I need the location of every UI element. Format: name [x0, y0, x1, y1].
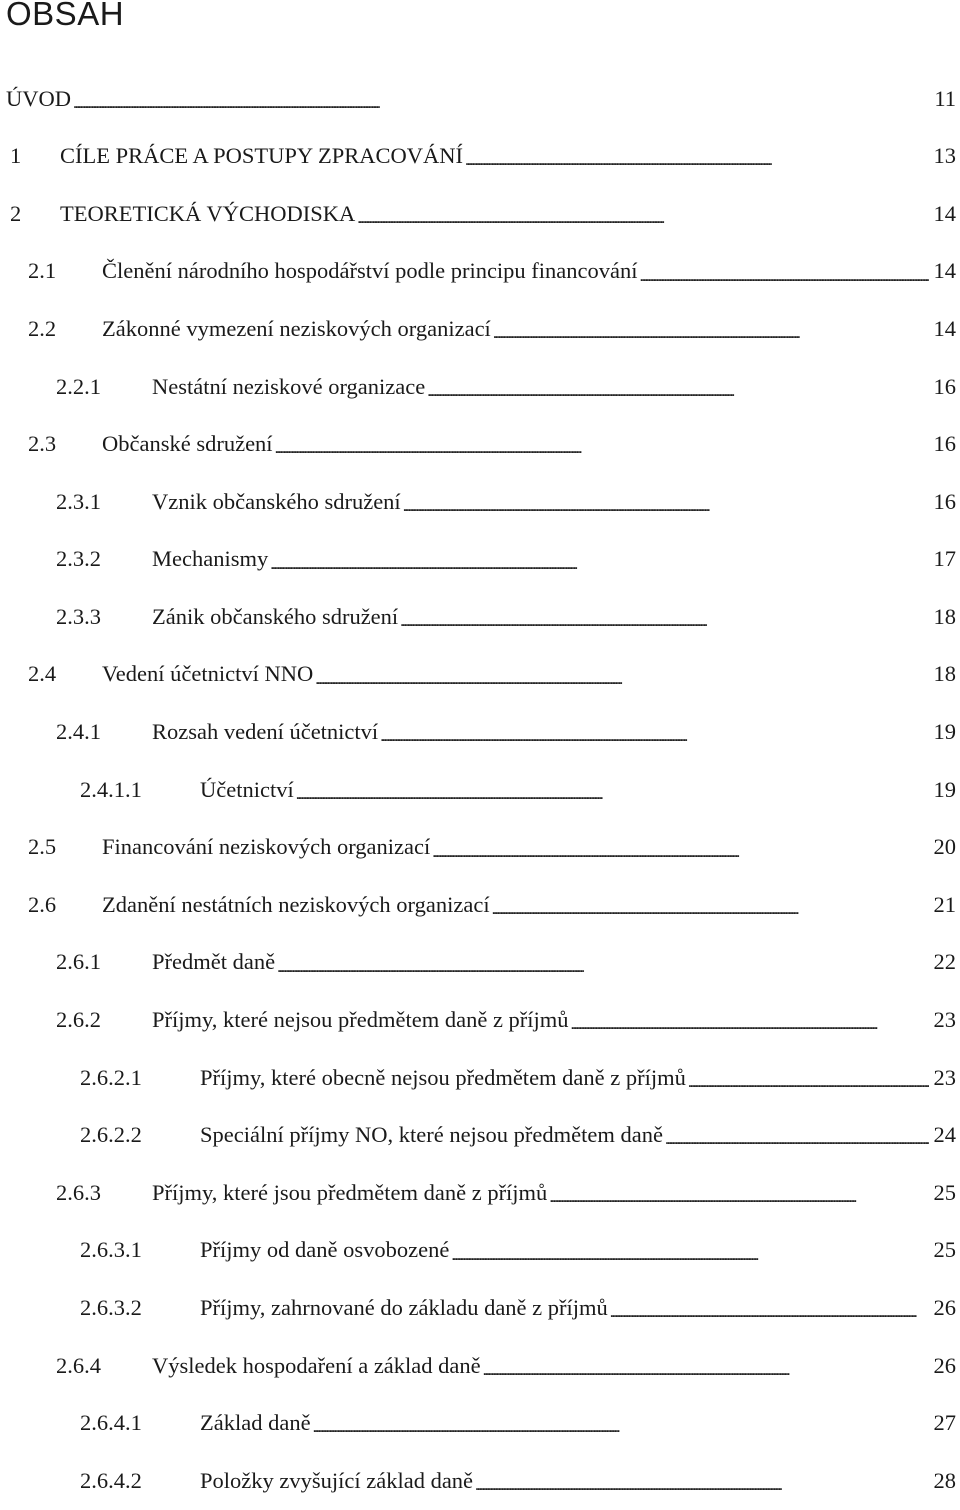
toc-dot-leader: [493, 328, 929, 340]
toc-entry-page: 14: [933, 315, 956, 341]
toc-entry[interactable]: [0, 819, 956, 877]
toc-dot-leader: [571, 1019, 929, 1031]
toc-entry-page: 26: [933, 1295, 956, 1321]
toc-entry-title: Členění národního hospodářství podle principu financování: [102, 258, 638, 284]
toc-entry-page: 25: [933, 1237, 956, 1263]
toc-entry[interactable]: [0, 1107, 956, 1165]
toc-entry-page: 19: [933, 719, 956, 745]
toc-entry-title: Příjmy, které jsou předmětem daně z příjmů: [152, 1179, 548, 1205]
toc-entry[interactable]: [0, 1395, 956, 1453]
toc-entry[interactable]: [0, 1049, 956, 1107]
toc-heading: OBSAH: [6, 0, 125, 32]
toc-dot-leader: [357, 213, 928, 225]
toc-entry-number: 2.2: [28, 315, 57, 341]
toc-entry-title: Rozsah vedení účetnictví: [152, 719, 379, 745]
toc-dot-leader: [465, 155, 929, 167]
toc-entry[interactable]: [0, 704, 956, 762]
toc-entry-number: 1: [10, 143, 22, 169]
toc-entry-page: 20: [933, 834, 956, 860]
toc-entry[interactable]: [0, 992, 956, 1050]
toc-entry-page: 18: [933, 661, 956, 687]
toc-dot-leader: [492, 904, 929, 916]
toc-entry[interactable]: [0, 646, 956, 704]
toc-entry-title: Financování neziskových organizací: [102, 834, 431, 860]
toc-entry[interactable]: [0, 531, 956, 589]
toc-entry-number: 2.3.2: [56, 546, 101, 572]
toc-entry-page: 23: [933, 1007, 956, 1033]
toc-entry-page: 13: [933, 143, 956, 169]
toc-entry-page: 19: [933, 776, 956, 802]
toc-entry-title: Mechanismy: [152, 546, 269, 572]
toc-entry[interactable]: [0, 70, 956, 128]
toc-entry-number: 2.6.3: [56, 1179, 101, 1205]
toc-dot-leader: [277, 962, 928, 974]
toc-entry-page: 16: [933, 431, 956, 457]
toc-entry-title: ÚVOD: [6, 85, 71, 111]
table-of-contents: [0, 70, 956, 1510]
toc-entry-title: Zákonné vymezení neziskových organizací: [102, 315, 491, 341]
toc-entry-number: 2.6.3.1: [80, 1237, 142, 1263]
toc-entry-title: Účetnictví: [200, 776, 294, 802]
toc-entry[interactable]: [0, 934, 956, 992]
toc-dot-leader: [400, 616, 928, 628]
toc-dot-leader: [296, 789, 929, 801]
toc-entry-page: 27: [933, 1410, 956, 1436]
toc-entry-number: 2.6.4.2: [80, 1467, 142, 1493]
toc-entry-page: 26: [933, 1352, 956, 1378]
toc-dot-leader: [475, 1480, 928, 1492]
toc-entry-page: 11: [934, 85, 956, 111]
toc-entry-title: Příjmy, které nejsou předmětem daně z příjmů: [152, 1007, 569, 1033]
toc-entry-page: 18: [933, 603, 956, 629]
toc-dot-leader: [640, 271, 929, 283]
toc-entry[interactable]: [0, 761, 956, 819]
toc-entry[interactable]: [0, 1279, 956, 1337]
toc-entry-number: 2: [10, 200, 22, 226]
toc-entry-number: 2.5: [28, 834, 57, 860]
toc-entry-title: TEORETICKÁ VÝCHODISKA: [60, 200, 356, 226]
toc-entry[interactable]: [0, 473, 956, 531]
toc-entry-page: 14: [933, 200, 956, 226]
toc-entry-number: 2.6: [28, 891, 57, 917]
toc-entry-number: 2.3.1: [56, 488, 101, 514]
toc-entry[interactable]: [0, 128, 956, 186]
toc-dot-leader: [315, 674, 928, 686]
toc-entry-number: 2.1: [28, 258, 57, 284]
toc-entry-page: 23: [933, 1064, 956, 1090]
toc-entry[interactable]: [0, 1337, 956, 1395]
toc-dot-leader: [403, 501, 929, 513]
toc-dot-leader: [275, 443, 929, 455]
toc-entry-page: 25: [933, 1179, 956, 1205]
toc-entry-number: 2.4: [28, 661, 57, 687]
toc-entry-title: Výsledek hospodaření a základ daně: [152, 1352, 481, 1378]
toc-entry[interactable]: [0, 1452, 956, 1510]
toc-dot-leader: [313, 1422, 929, 1434]
toc-entry-number: 2.2.1: [56, 373, 101, 399]
toc-entry-title: Speciální příjmy NO, které nejsou předmětem daně: [200, 1122, 663, 1148]
toc-entry-number: 2.6.2.2: [80, 1122, 142, 1148]
toc-entry-page: 21: [933, 891, 956, 917]
toc-dot-leader: [665, 1134, 929, 1146]
toc-entry[interactable]: [0, 1222, 956, 1280]
toc-entry-number: 2.3.3: [56, 603, 101, 629]
toc-entry-title: Příjmy, které obecně nejsou předmětem daně z příjmů: [200, 1064, 686, 1090]
toc-entry-page: 16: [933, 373, 956, 399]
toc-entry-number: 2.6.2: [56, 1007, 101, 1033]
toc-entry-number: 2.6.2.1: [80, 1064, 142, 1090]
toc-entry-title: Občanské sdružení: [102, 431, 273, 457]
toc-entry-title: Vedení účetnictví NNO: [102, 661, 314, 687]
toc-entry-page: 14: [933, 258, 956, 284]
toc-dot-leader: [270, 559, 928, 571]
toc-dot-leader: [451, 1250, 928, 1262]
toc-dot-leader: [610, 1307, 929, 1319]
toc-entry-title: Položky zvyšující základ daně: [200, 1467, 474, 1493]
toc-entry-page: 16: [933, 488, 956, 514]
toc-entry[interactable]: [0, 300, 956, 358]
toc-entry-title: Příjmy od daně osvobozené: [200, 1237, 450, 1263]
toc-entry-number: 2.6.4: [56, 1352, 101, 1378]
toc-entry[interactable]: [0, 416, 956, 474]
toc-entry-page: 24: [933, 1122, 956, 1148]
toc-entry-page: 28: [933, 1467, 956, 1493]
toc-entry-title: Příjmy, zahrnované do základu daně z příjmů: [200, 1295, 608, 1321]
toc-entry-number: 2.3: [28, 431, 57, 457]
toc-entry[interactable]: [0, 1164, 956, 1222]
toc-entry-title: Předmět daně: [152, 949, 276, 975]
toc-entry-page: 17: [933, 546, 956, 572]
toc-entry-number: 2.6.1: [56, 949, 101, 975]
toc-dot-leader: [432, 847, 928, 859]
toc-entry-page: 22: [933, 949, 956, 975]
toc-dot-leader: [427, 386, 928, 398]
toc-entry-number: 2.4.1: [56, 719, 101, 745]
toc-entry-title: Zánik občanského sdružení: [152, 603, 399, 629]
toc-entry[interactable]: [0, 876, 956, 934]
toc-entry-title: Základ daně: [200, 1410, 311, 1436]
toc-entry[interactable]: [0, 185, 956, 243]
toc-entry[interactable]: [0, 243, 956, 301]
toc-dot-leader: [549, 1192, 928, 1204]
toc-dot-leader: [483, 1365, 929, 1377]
toc-entry-title: CÍLE PRÁCE A POSTUPY ZPRACOVÁNÍ: [60, 143, 463, 169]
toc-entry-title: Vznik občanského sdružení: [152, 488, 401, 514]
toc-dot-leader: [380, 731, 928, 743]
toc-entry[interactable]: [0, 588, 956, 646]
toc-entry-title: Zdanění nestátních neziskových organizací: [102, 891, 490, 917]
toc-dot-leader: [688, 1077, 929, 1089]
toc-entry[interactable]: [0, 358, 956, 416]
toc-dot-leader: [73, 98, 929, 110]
toc-entry-number: 2.6.3.2: [80, 1295, 142, 1321]
toc-entry-title: Nestátní neziskové organizace: [152, 373, 426, 399]
toc-entry-number: 2.4.1.1: [80, 776, 142, 802]
toc-entry-number: 2.6.4.1: [80, 1410, 142, 1436]
